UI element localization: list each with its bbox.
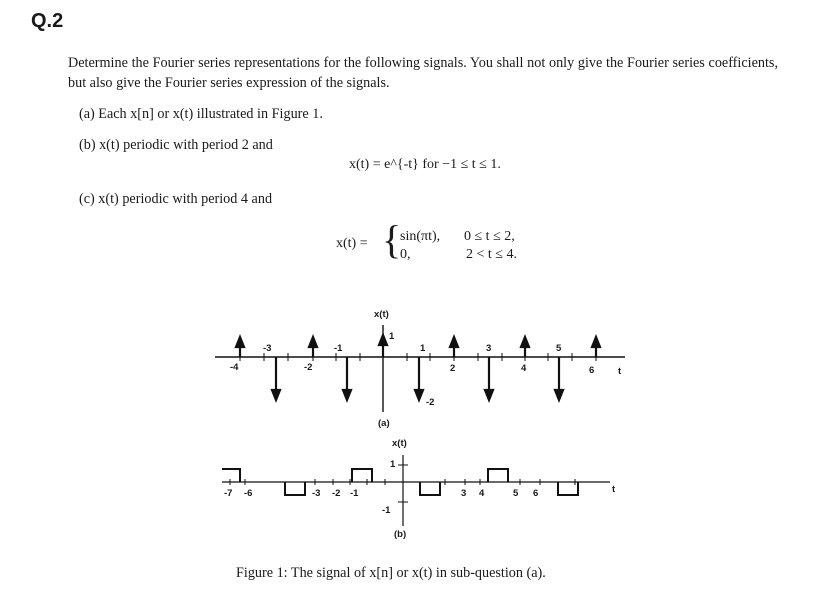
figure-a-tick-label: 2 [450,363,456,374]
figure-a-tick-label: 1 [420,343,426,354]
figure-b-sublabel: (b) [394,529,407,540]
figure-a-t-label: t [618,366,622,377]
waveform-segment [488,469,508,482]
figure-a-tick-label: 4 [521,363,527,374]
equation-c-case2-cond: 2 < t ≤ 4. [466,247,517,262]
figure-a-sublabel: (a) [378,418,390,429]
figure-b-ylabel: x(t) [392,438,407,449]
figure-b-tick-label: 5 [513,488,519,499]
impulse-down-head [555,390,563,400]
figure-a-ylabel: x(t) [374,309,389,320]
figure-caption: Figure 1: The signal of x[n] or x(t) in sub-question (a). [236,565,546,581]
figure-a-tick-label: -2 [304,362,313,373]
figure-b-tick-label: -3 [312,488,321,499]
equation-c-lhs: x(t) = [336,236,368,251]
waveform-segment [222,469,240,482]
question-number: Q.2 [31,10,64,32]
figure-b-tick-label: -6 [244,488,253,499]
figure-b-tick-label: -2 [332,488,341,499]
intro-paragraph: Determine the Fourier series representations for the following signals. You shall not only give the Fourier series coefficients, but also give the Fourier series expression of the signals. [68,55,778,91]
figure-a-tick-label: -4 [230,362,239,373]
figure-a-tick-label: 3 [486,343,492,354]
figure-a-tick-label: 5 [556,343,562,354]
waveform-segment [352,469,372,482]
impulse-up-head [450,337,458,347]
figure-b-tick-label: -7 [224,488,233,499]
item-c: (c) x(t) periodic with period 4 and [79,191,273,207]
impulse-up-head [236,337,244,347]
figure-b-t-label: t [612,484,616,495]
impulse-up-head [309,337,317,347]
impulse-down-head [272,390,280,400]
equation-b: x(t) = e^{-t} for −1 ≤ t ≤ 1. [349,157,501,172]
figure-b-tick-label: 3 [461,488,467,499]
impulse-down-head [485,390,493,400]
figure-b-tick-label: -1 [350,488,359,499]
figure-a [215,325,625,412]
equation-c-case1-expr: sin(πt), [400,229,441,244]
impulse-up-head [379,335,387,345]
figure-b-tick-label: 4 [479,488,485,499]
impulse-down-head [415,390,423,400]
figure-b-ytick-neg1: -1 [382,505,391,516]
figure-b-tick-label: 6 [533,488,539,499]
figure-a-tick-label: -3 [263,343,272,354]
waveform-segment [285,482,305,495]
figure-b-ytick-1: 1 [390,459,396,470]
figure-a-tick-label: -1 [334,343,343,354]
item-b: (b) x(t) periodic with period 2 and [79,137,273,153]
waveform-segment [420,482,440,495]
figure-a-tick-label: 6 [589,365,595,376]
figure-a-impulse-value-down: -2 [426,397,435,408]
figure-a-impulse-value-up: 1 [389,331,395,342]
figure-b [222,455,610,526]
impulse-up-head [521,337,529,347]
equation-c-brace: { [382,217,402,262]
equation-c-case1-cond: 0 ≤ t ≤ 2, [464,229,515,244]
impulse-down-head [343,390,351,400]
equation-c-case2-expr: 0, [400,247,411,262]
impulse-up-head [592,337,600,347]
item-a: (a) Each x[n] or x(t) illustrated in Figure 1. [79,106,323,122]
